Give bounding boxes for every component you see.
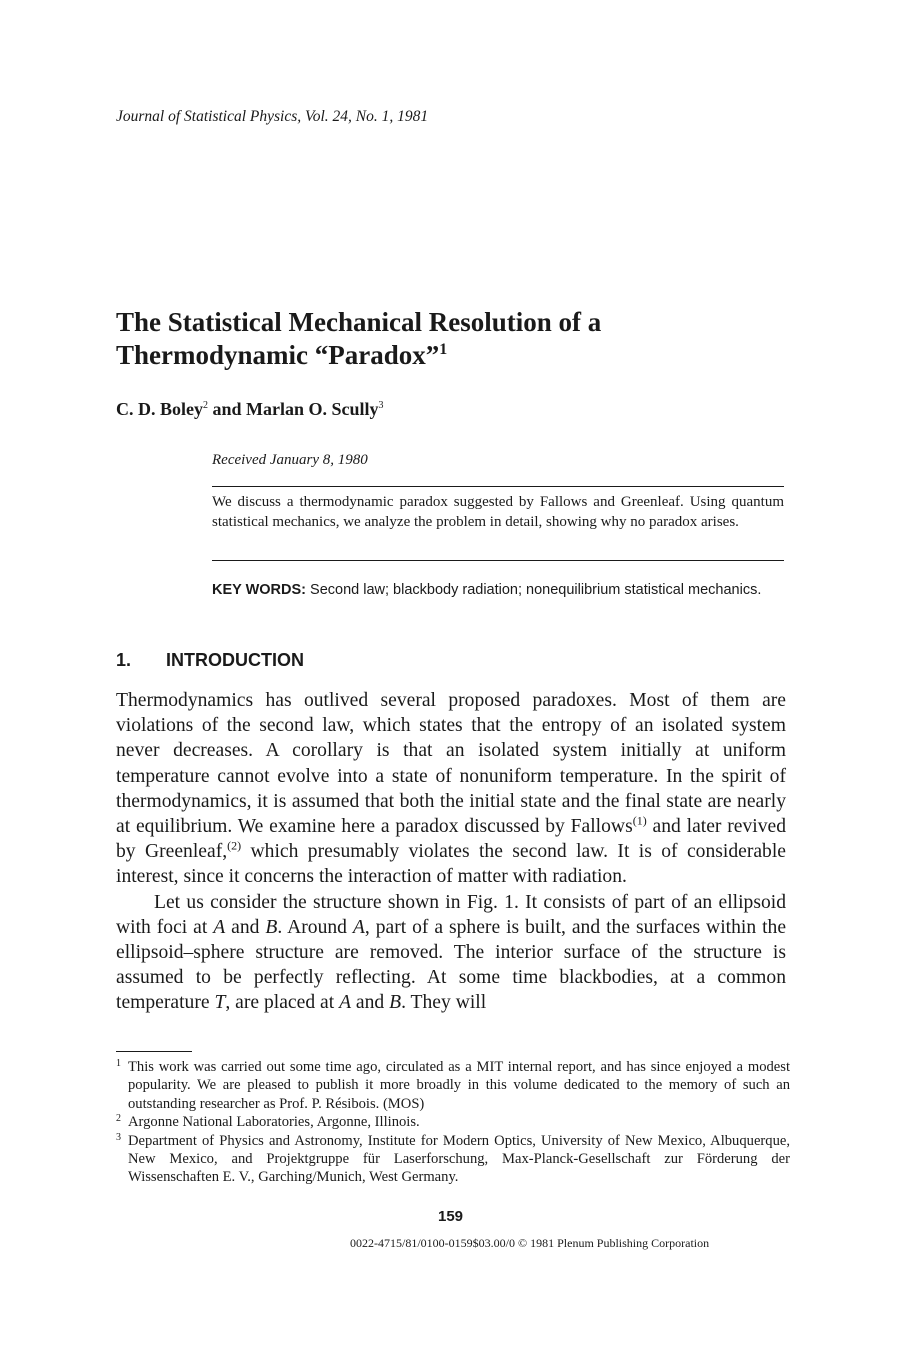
section-heading: [116, 650, 304, 671]
citation-2[interactable]: (2): [227, 838, 242, 853]
p2-text-and: and: [351, 992, 390, 1014]
footnote-3: [116, 1132, 790, 1187]
author-scully: Marlan O. Scully: [246, 399, 379, 419]
symbol-t: T: [214, 992, 226, 1014]
symbol-a: A: [352, 916, 365, 938]
p2-text-d: , part of a sphere is built, and the surfaces within the ellipsoid–sphere structure are removed. The interior surface of the structure is assumed to be perfectly reflecting. At some time blackbodies, at a common temperature: [116, 916, 787, 1014]
footnote-1: [116, 1058, 790, 1113]
footnote-text: This work was carried out some time ago, circulated as a MIT internal report, and has since enjoyed a modest popularity. We are pleased to publish it more broadly in this volume dedicated to the memory of such an outstanding researcher as Prof. P. Résibois. (MOS): [128, 1059, 790, 1112]
citation-1[interactable]: (1): [632, 813, 647, 828]
keywords: [212, 580, 784, 600]
copyright-line: 0022-4715/81/0100-0159$03.00/0 © 1981 Plenum Publishing Corporation: [350, 1236, 710, 1250]
abstract: We discuss a thermodynamic paradox suggested by Fallows and Greenleaf. Using quantum statistical mechanics, we analyze the problem in detail, showing why no paradox arises.: [212, 494, 784, 530]
keywords-label: KEY WORDS:: [212, 582, 306, 598]
body-text: [116, 688, 786, 1016]
symbol-a: A: [213, 916, 226, 938]
footnote-2: [116, 1113, 790, 1131]
abstract-bottom-rule: [212, 560, 784, 561]
page-number: 159: [437, 1208, 464, 1225]
title-footnote-mark: 1: [439, 341, 448, 358]
footnotes: [116, 1058, 790, 1187]
footnote-rule: [116, 1051, 192, 1052]
section-title: INTRODUCTION: [166, 650, 304, 670]
received-date: Received January 8, 1980: [212, 452, 368, 468]
author-boley: C. D. Boley: [116, 399, 203, 419]
p2-text-b: and: [225, 916, 266, 938]
footnote-text: Argonne National Laboratories, Argonne, Illinois.: [128, 1114, 420, 1131]
footnote-mark: 2: [116, 1113, 121, 1125]
title-line-2: Thermodynamic “Paradox”: [116, 340, 440, 370]
author-scully-mark: 3: [378, 400, 384, 411]
author-connector: and: [208, 399, 247, 419]
title-line-1: The Statistical Mechanical Resolution of a: [116, 307, 602, 337]
footnote-text: Department of Physics and Astronomy, Institute for Modern Optics, University of New Mexico, Albuquerque, New Mexico, and Projektgruppe für Laserforschung, Max-Planck-Gesellschaft zur Förderung der Wissenschaften E. V., Garching/Munich, West Germany.: [128, 1132, 790, 1186]
footnote-mark: 3: [116, 1131, 121, 1143]
p2-text-c: . Around: [277, 916, 353, 938]
p2-text-f: . They will: [401, 992, 487, 1014]
p2-text-a: Let us consider the structure shown in Fig. 1. It consists of part of an ellipsoid with foci at: [116, 891, 786, 938]
symbol-b: B: [389, 992, 402, 1014]
p1-text-a: Thermodynamics has outlived several proposed paradoxes. Most of them are violations of the second law, which states that the entropy of an isolated system never decreases. A corollary is that an isolated system initially at uniform temperature cannot evolve into a state of nonuniform temperature. In the spirit of thermodynamics, it is assumed that both the initial state and the final state are nearly at equilibrium. We examine here a paradox discussed by Fallows: [116, 690, 786, 838]
journal-citation: Journal of Statistical Physics, Vol. 24, No. 1, 1981: [116, 108, 429, 125]
symbol-a: A: [339, 992, 352, 1014]
paper-title: [116, 306, 796, 372]
author-boley-mark: 2: [203, 400, 208, 411]
symbol-b: B: [265, 916, 278, 938]
abstract-top-rule: [212, 486, 784, 487]
paragraph-1: [116, 688, 786, 890]
keywords-text: Second law; blackbody radiation; nonequilibrium statistical mechanics.: [306, 582, 762, 598]
p1-text-b: and later revived by Greenleaf,: [116, 816, 786, 863]
section-number: 1.: [116, 650, 132, 670]
p2-text-e: , are placed at: [225, 992, 340, 1014]
p1-text-c: which presumably violates the second law. It is of considerable interest, since it concerns the interaction of matter with radiation.: [116, 841, 786, 888]
author-list: [116, 399, 384, 420]
footnote-mark: 1: [116, 1058, 121, 1069]
paragraph-2: [116, 890, 786, 1016]
